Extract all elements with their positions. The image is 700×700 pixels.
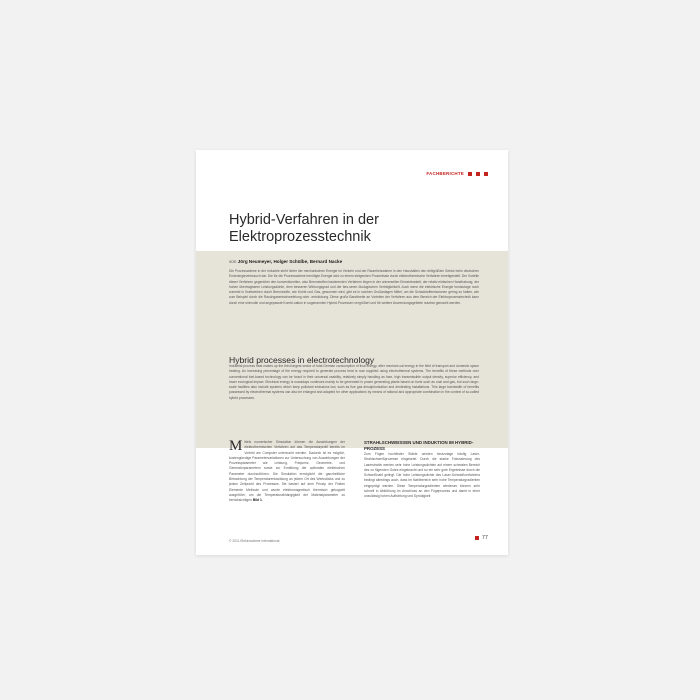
section-label-text: FACHBERICHTE <box>426 171 464 176</box>
body-right-text: Zum Fügen hochfester Stähle werden heutzutage häufig Laser-Strahlschweißprozesse eingesetzt. Durch die starke Fokussierung des Laserstrahls werden sehr hohe Leistungsdichten auf einem schmalen Bereich des zu fügenden Gutes eingebracht und so ein sehr gute Ergebnisse durch die Schweißnaht gelingt. Die hohe Leistungsdichte des Laser-Schweißverfahrens bedingt allerdings auch, dass im Nahtbereich sehr hohe Temperaturgradienten eingeprägt werden. Diese Temperaturgradienten wiederum können sehr schnell in Abkühlung im Anschluss an den Fügeprozess und damit in einer unzulässig hohen Aufhärtung und Sprödigkeit <box>364 452 480 499</box>
footer-page <box>475 535 488 541</box>
article-title <box>229 212 469 246</box>
figure-reference: Bild 1 <box>252 498 262 503</box>
section-label <box>426 171 488 176</box>
author-line <box>229 259 489 264</box>
title-line-2: Elektroprozesstechnik <box>229 228 371 245</box>
english-abstract: Industrial process heat makes up the third largest sector of total German consumption of final energy, after mechani-cal energy in the field of transport and domestic space heating. An increasing percentage of the energy required to generate process heat is now supplied using electrothermal systems. The benefits of these methods over conventional fuel-based technology can be found in their universal usability, relatively simply handling as fuse, high transmissible output density, superior efficiency, and lower ecological impact. Electrical energy is nowadays continues mainly to be generated in power generating plants based on fuels such as coal and gas, but such large-scale facilities also include systems which keep pollutant emissions low, such as flue gas desulphurisation and denitrating installations. This large bandwidth of benefits possessed by electrothermal systems can also be enlarged and adapted for other applications by means of rational and appropriate combination in the context of so-called hybrid processes. <box>229 364 479 400</box>
accent-square-icon <box>468 172 472 176</box>
body-column-left: Mittels numerischer Simulation können die Auswirkungen der elektrothermischen Verfahren auf das Temperaturprofil bereits im Vorfeld am Computer untersucht werden. Dadurch ist es möglich, kostengünstige Parametervariationen zur Untersuchung von Auswirkungen der Prozessparameter wie Leistung, Frequenz, Geometrie- und Generatorparametern sowie zur Ermittlung der optimalen elektrischen Parameter durchzuführen. Die Simulation ermöglicht die ganzheitliche Betrachtung der Temperaturentwicklung an jedem Ort des Werkstücks und zu jedem Zeitpunkt des Prozesses. Sie basiert auf dem Prinzip der Finiten Elemente Methode und wurde elektromagnetisch thermisch gekoppelt ausgeführt, um die Temperaturabhängigkeit der Materialparameter zu berücksichtigen Bild 1. <box>229 438 345 503</box>
german-abstract: Die Prozesswärme in der Industrie steht hinter der mechanischen Energie im Verkehr und der Raumheizwärme in den Haushalten den drittgrößten Sektor beim deutschen Endenergieverbrauch dar. Die für die Prozesswärme benötigte Energie wird zu einem steigenden Prozentsatz durch elektrothermische Verfahren bereitgestellt. Der Vorteile dieser Verfahren gegenüber den konventionellen, also Brennstoffen basierenden Verfahren liegen in der universellen Einsetzbarkeit, der relativ einfachen Handhabung, der hohen übertragbaren Leistungsdichte, dem besseren Wirkungsgrad und der bes-seren ökologischen Verträglichkeit. Auch wenn die elektrische Energie heutzutage noch zumeist in Kraftwerken durch Brennstoffe, wie Kohle und Gas, gewonnen wird, gibt es in solchen Großanlagen Mittel, um die Schadstoffemissionen gering zu halten, wie zum Beispiel durch die Rauchgasentschwefelung oder -entstickung. Diese große Bandbreite an Vorteilen der Verfahren aus dem Bereich der Elektroprozesstechnik kann durch eine sinnvolle und angepasste Kombi-nation in sogenannten Hybrid-Prozessen vergrößert und für weitere Anwendungsgebiete nutzbar gemacht werden. <box>229 269 479 305</box>
authors-prefix: von <box>229 259 237 264</box>
footer-copyright: © 2011 Elektrowärme international <box>229 539 280 543</box>
document-page <box>196 150 508 555</box>
body-left-text: ittels numerischer Simulation können die Auswirkungen der elektrothermischen Verfahren auf das Temperaturprofil bereits im Vorfeld am Computer untersucht werden. Dadurch ist es möglich, kostengünstige Parametervariationen zur Untersuchung von Auswirkungen der Prozessparameter wie Leistung, Frequenz, Geometrie- und Generatorparametern sowie zur Ermittlung der optimalen elektrischen Parameter durchzuführen. Die Simulation ermöglicht die ganzheitliche Betrachtung der Temperaturentwicklung an jedem Ort des Werkstücks und zu jedem Zeitpunkt des Prozesses. Sie basiert auf dem Prinzip der Finiten Elemente Methode und wurde elektromagnetisch thermisch gekoppelt ausgeführt, um die Temperaturabhängigkeit der Materialparameter zu berücksichtigen <box>229 440 345 503</box>
section-heading: STRAHLSCHWEISSEN UND INDUKTION IM HYBRID-PROZESS <box>364 440 474 451</box>
body-column-right <box>364 440 480 500</box>
page-number: 77 <box>481 535 488 541</box>
page-marker-icon <box>475 536 479 540</box>
author-names: Jörg Neumeyer, Holger Schülbe, Bernard Nacke <box>237 259 343 264</box>
accent-square-icon <box>476 172 480 176</box>
title-line-1: Hybrid-Verfahren in der <box>229 211 379 228</box>
drop-cap: M <box>229 438 243 454</box>
english-heading: Hybrid processes in electrotechnology <box>229 355 375 366</box>
accent-square-icon <box>484 172 488 176</box>
